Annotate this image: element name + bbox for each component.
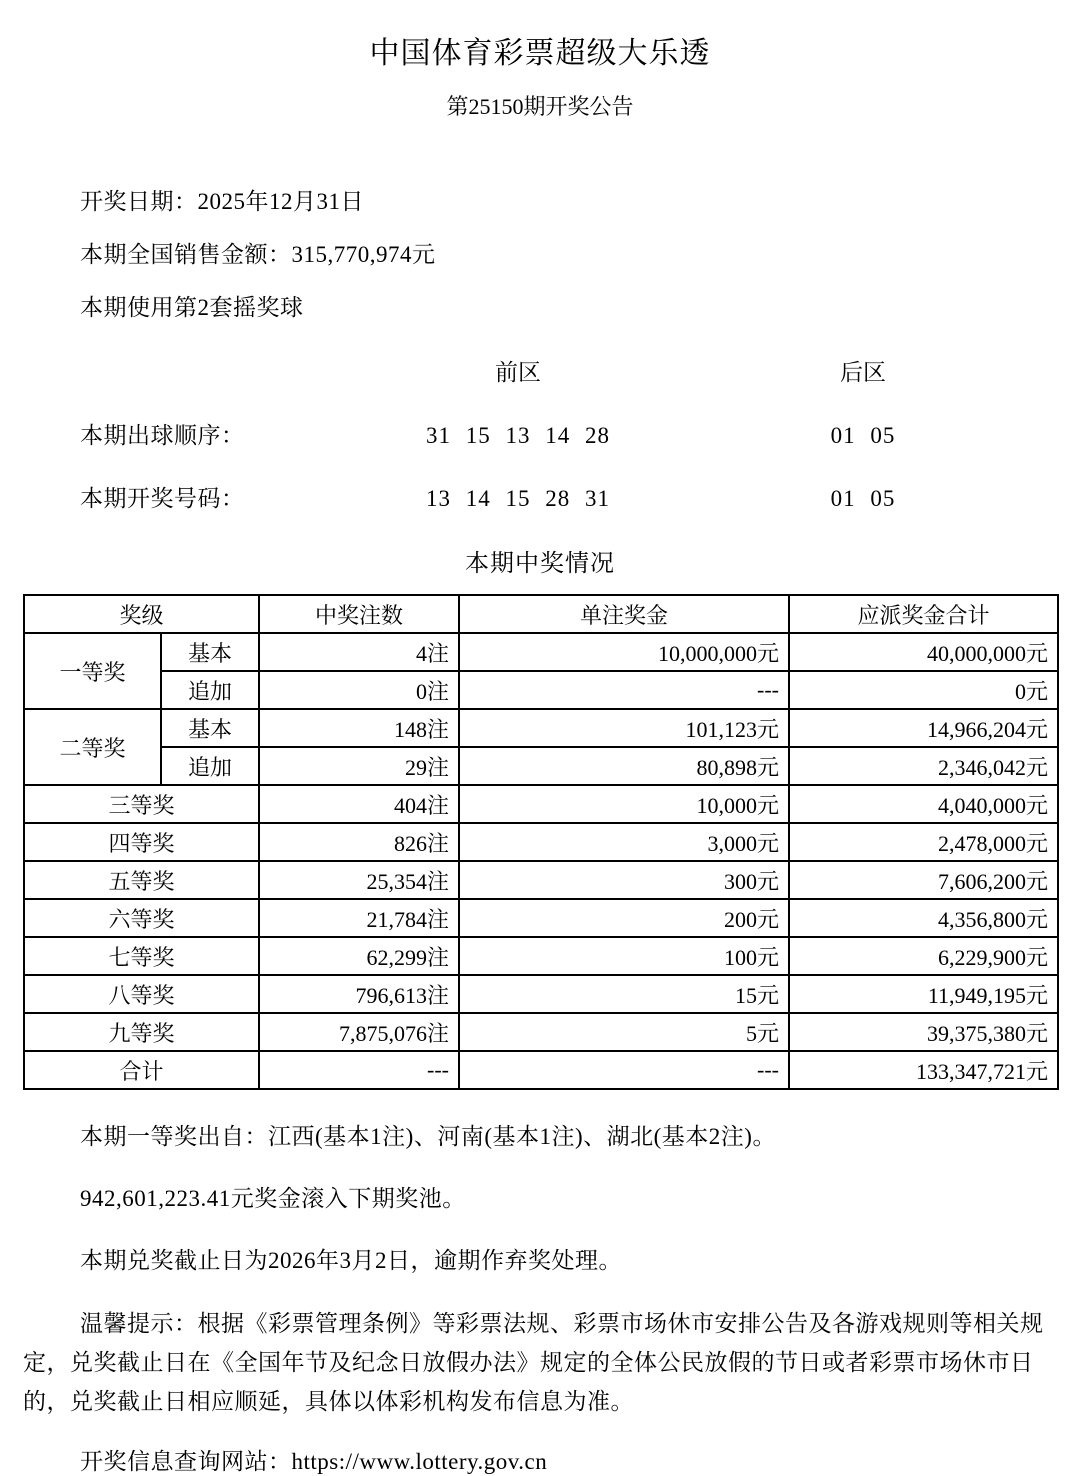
count-value: 0注 [259,671,459,709]
lottery-website-url: 开奖信息查询网站：https://www.lottery.gov.cn [80,1449,548,1474]
table-row [24,709,1058,747]
prize-table [23,594,1059,1090]
header-total-prize: 应派奖金合计 [789,595,1058,633]
back-zone-label: 后区 [840,360,886,385]
table-row [24,861,1058,899]
draw-order-row [23,417,1057,450]
count-value: 4注 [259,633,459,671]
single-prize-value: 100元 [459,937,789,975]
table-row [24,1013,1058,1051]
single-prize-value: 3,000元 [459,823,789,861]
issue-subtitle: 第25150期开奖公告 [446,94,634,119]
total-prize-value: 40,000,000元 [789,633,1058,671]
sub-additional: 追加 [161,747,259,785]
table-row [24,937,1058,975]
single-prize-value: 101,123元 [459,709,789,747]
total-prize-value: 133,347,721元 [789,1051,1058,1089]
table-row [24,899,1058,937]
table-row [24,975,1058,1013]
table-row [24,785,1058,823]
table-row [24,633,1058,671]
single-prize-value: 15元 [459,975,789,1013]
total-prize-value: 2,478,000元 [789,823,1058,861]
numbers-section [23,354,1057,513]
draw-order-front-numbers: 31 15 13 14 28 [426,423,610,448]
count-value: 7,875,076注 [259,1013,459,1051]
count-value: 29注 [259,747,459,785]
prize-table-header-row [24,595,1058,633]
sub-basic: 基本 [161,633,259,671]
count-value: 796,613注 [259,975,459,1013]
draw-info-block [23,183,1057,322]
winning-numbers-front: 13 14 15 28 31 [426,486,610,511]
count-value: 148注 [259,709,459,747]
total-prize-value: 39,375,380元 [789,1013,1058,1051]
header-count: 中奖注数 [259,595,459,633]
table-row [24,671,1058,709]
single-prize-value: 10,000元 [459,785,789,823]
total-prize-value: 0元 [789,671,1058,709]
total-prize-value: 6,229,900元 [789,937,1058,975]
total-prize-value: 2,346,042元 [789,747,1058,785]
reminder-note: 温馨提示：根据《彩票管理条例》等彩票法规、彩票市场休市安排公告及各游戏规则等相关规定，兑奖截止日在《全国年节及纪念日放假办法》规定的全体公民放假的节日或者彩票市场休市日的，兑奖截止日相应顺延，具体以体彩机构发布信息为准。 [23,1311,1044,1414]
notes-section [23,1118,1057,1476]
single-prize-value: 10,000,000元 [459,633,789,671]
header-level: 奖级 [24,595,259,633]
zone-header-row [23,354,1057,387]
level-first-prize: 一等奖 [24,633,161,709]
level-second-prize: 二等奖 [24,709,161,785]
single-prize-value: --- [459,1051,789,1089]
count-value: 62,299注 [259,937,459,975]
single-prize-value: 200元 [459,899,789,937]
level-sixth-prize: 六等奖 [24,899,259,937]
level-seventh-prize: 七等奖 [24,937,259,975]
front-zone-label: 前区 [495,360,541,385]
level-total: 合计 [24,1051,259,1089]
count-value: 826注 [259,823,459,861]
ball-set: 本期使用第2套摇奖球 [80,295,304,320]
sub-basic: 基本 [161,709,259,747]
draw-order-label: 本期出球顺序： [80,423,245,448]
total-prize-value: 4,356,800元 [789,899,1058,937]
first-prize-origin-note: 本期一等奖出自：江西(基本1注)、河南(基本1注)、湖北(基本2注)。 [80,1124,776,1149]
single-prize-value: 300元 [459,861,789,899]
winning-numbers-back: 01 05 [830,486,896,511]
count-value: --- [259,1051,459,1089]
draw-date: 开奖日期：2025年12月31日 [80,189,364,214]
level-fifth-prize: 五等奖 [24,861,259,899]
draw-order-back-numbers: 01 05 [830,423,896,448]
total-prize-value: 7,606,200元 [789,861,1058,899]
table-row-total [24,1051,1058,1089]
table-row [24,823,1058,861]
deadline-note: 本期兑奖截止日为2026年3月2日，逾期作弃奖处理。 [80,1248,622,1273]
level-fourth-prize: 四等奖 [24,823,259,861]
total-prize-value: 14,966,204元 [789,709,1058,747]
sub-additional: 追加 [161,671,259,709]
winning-numbers-row [23,480,1057,513]
single-prize-value: 5元 [459,1013,789,1051]
count-value: 404注 [259,785,459,823]
single-prize-value: --- [459,671,789,709]
level-ninth-prize: 九等奖 [24,1013,259,1051]
table-row [24,747,1058,785]
total-prize-value: 11,949,195元 [789,975,1058,1013]
header-single-prize: 单注奖金 [459,595,789,633]
count-value: 21,784注 [259,899,459,937]
single-prize-value: 80,898元 [459,747,789,785]
level-eighth-prize: 八等奖 [24,975,259,1013]
prize-table-title: 本期中奖情况 [465,551,615,577]
total-prize-value: 4,040,000元 [789,785,1058,823]
count-value: 25,354注 [259,861,459,899]
winning-numbers-label: 本期开奖号码： [80,486,245,511]
level-third-prize: 三等奖 [24,785,259,823]
sales-amount: 本期全国销售金额：315,770,974元 [80,242,436,267]
rollover-note: 942,601,223.41元奖金滚入下期奖池。 [80,1186,466,1211]
page-title: 中国体育彩票超级大乐透 [369,37,711,70]
